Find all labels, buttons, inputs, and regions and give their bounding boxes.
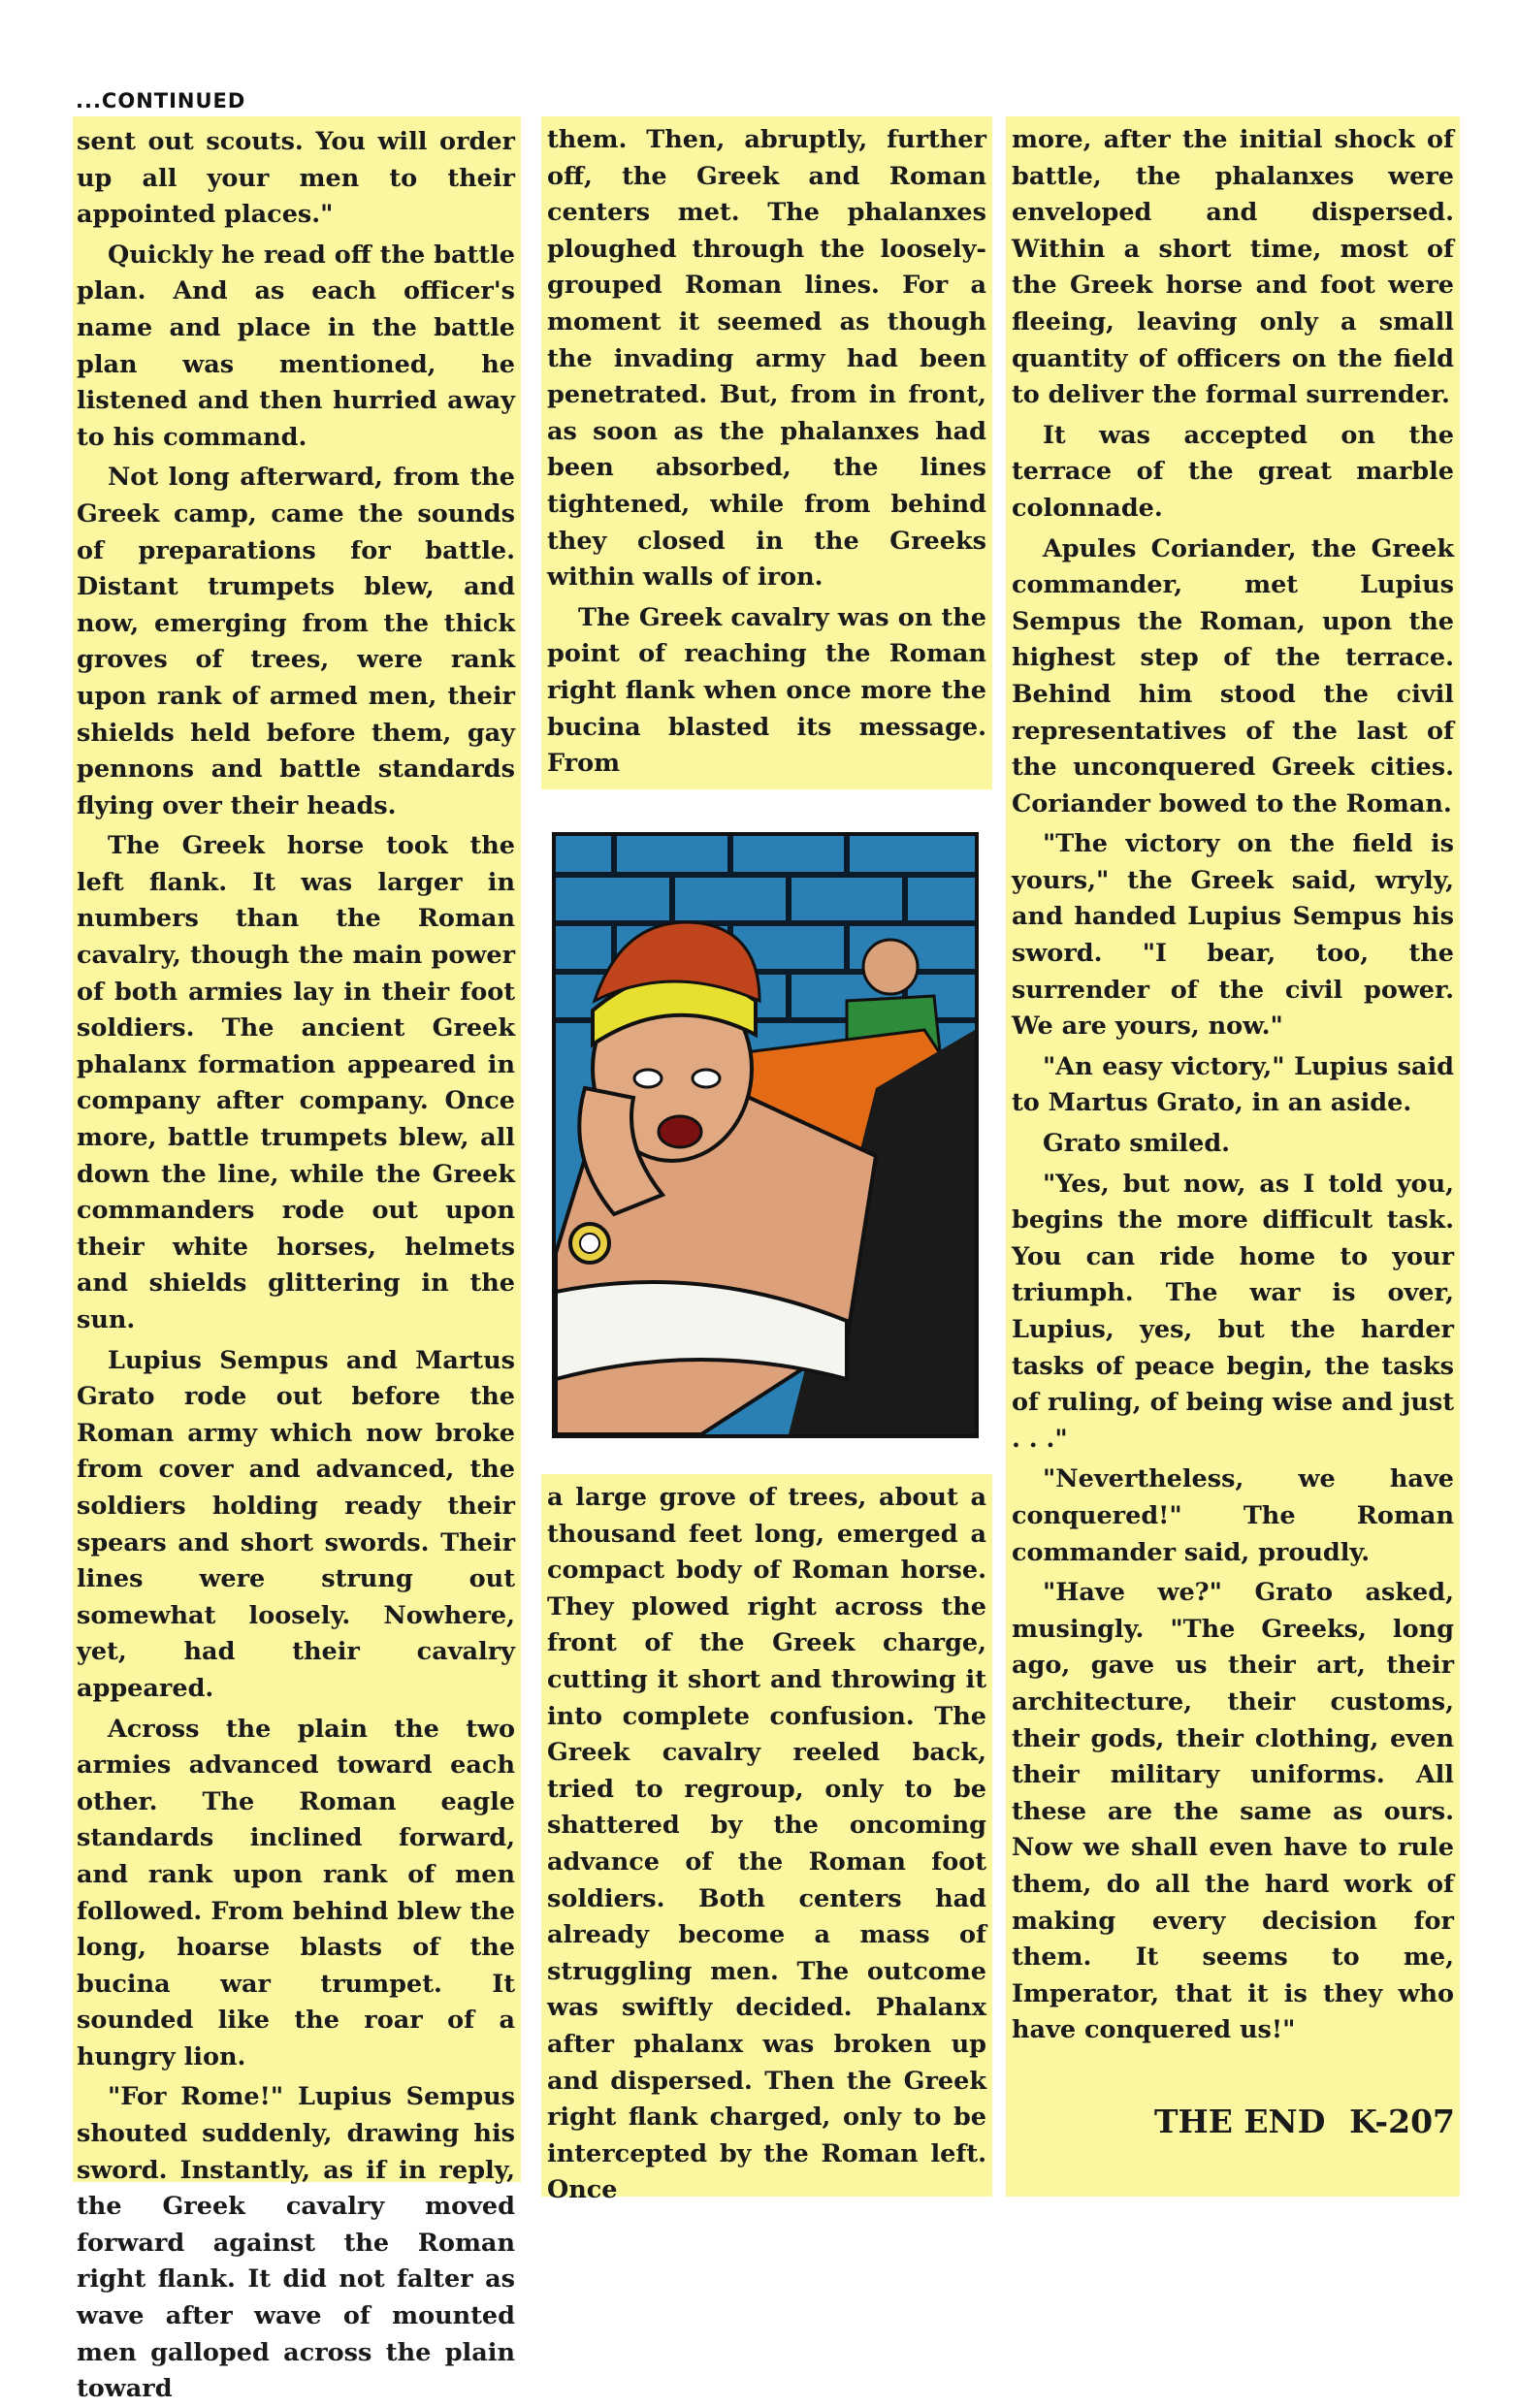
paragraph: more, after the initial shock of battle, the phalanxes were enveloped and dispersed. Within a short time, most of the Greek horse and foot were fleeing, leaving only a small quantity of officers on the field to deliver the formal surrender. bbox=[1012, 125, 1454, 410]
paragraph: "Nevertheless, we have conquered!" The Roman commander said, proudly. bbox=[1012, 1464, 1454, 1567]
paragraph: The Greek cavalry was on the point of reaching the Roman right flank when once more the bucina blasted its message. From bbox=[547, 602, 986, 779]
paragraph: Not long afterward, from the Greek camp, came the sounds of preparations for battle. Distant trumpets blew, and now, emerging from the thick groves of trees, were rank upon rank of armed men, their shields held before them, gay pennons and battle standards flying over their heads. bbox=[77, 463, 515, 820]
paragraph: "Have we?" Grato asked, musingly. "The Greeks, long ago, gave us their art, their architecture, their customs, their gods, their clothing, even their military uniforms. All these are the same as ours. Now we shall even have to rule them, do all the hard work of making every decision for them. It seems to me, Imperator, that it is they who have conquered us!" bbox=[1012, 1578, 1454, 2045]
page-code: K-207 bbox=[1349, 2103, 1455, 2140]
paragraph: It was accepted on the terrace of the great marble colonnade. bbox=[1012, 420, 1454, 523]
paragraph: "Yes, but now, as I told you, begins the more difficult task. You can ride home to your triumph. The war is over, Lupius, yes, but the harder tasks of peace begin, the tasks of ruling, of being wise and just . . ." bbox=[1012, 1169, 1454, 1454]
paragraph: Across the plain the two armies advanced toward each other. The Roman eagle standards inclined forward, and rank upon rank of men followed. From behind blew the long, hoarse blasts of the bucina war trumpet. It sounded like the roar of a hungry lion. bbox=[77, 1714, 515, 2071]
continued-label: ...CONTINUED bbox=[76, 89, 246, 112]
paragraph: sent out scouts. You will order up all your men to their appointed places." bbox=[77, 127, 515, 230]
text-column-right bbox=[1006, 116, 1460, 2197]
text-column-middle-top bbox=[541, 116, 992, 789]
paragraph: them. Then, abruptly, further off, the Greek and Roman centers met. The phalanxes ploughed through the loosely-grouped Roman lines. For a moment it seemed as though the invading army had been penetrated. But, from in front, as soon as the phalanxes had been absorbed, the lines tightened, while from behind they closed in the Greeks within walls of iron. bbox=[547, 125, 986, 593]
paragraph: Grato smiled. bbox=[1043, 1129, 1231, 1159]
page-footer bbox=[1154, 2103, 1455, 2140]
illustration-panel bbox=[552, 832, 979, 1438]
text-column-left bbox=[73, 116, 521, 2404]
paragraph: Apules Coriander, the Greek commander, met Lupius Sempus the Roman, upon the highest step of the terrace. Behind him stood the civil representatives of the last of the unconquered Greek cities. Coriander bowed to the Roman. bbox=[1012, 533, 1454, 819]
roman-soldier-illustration bbox=[556, 836, 975, 1434]
text-column-middle-bottom bbox=[541, 1474, 992, 2205]
paragraph: Quickly he read off the battle plan. And as each officer's name and place in the battle plan was mentioned, he listened and then hurried away to his command. bbox=[77, 240, 515, 452]
paragraph: Lupius Sempus and Martus Grato rode out before the Roman army which now broke from cover and advanced, the soldiers holding ready their spears and short swords. Their lines were strung out somewhat loosely. Nowhere, yet, had their cavalry appeared. bbox=[77, 1345, 515, 1703]
the-end-label: THE END bbox=[1154, 2103, 1326, 2140]
paragraph: "The victory on the field is yours," the Greek said, wryly, and handed Lupius Sempus his sword. "I bear, too, the surrender of the civil power. We are yours, now." bbox=[1012, 829, 1454, 1042]
paragraph: a large grove of trees, about a thousand feet long, emerged a compact body of Roman horse. They plowed right across the front of the Greek charge, cutting it short and throwing it into complete confusion. The Greek cavalry reeled back, tried to regroup, only to be shattered by the oncoming advance of the Roman foot soldiers. Both centers had already become a mass of struggling men. The outcome was swiftly decided. Phalanx after phalanx was broken up and dispersed. Then the Greek right flank charged, only to be intercepted by the Roman left. Once bbox=[547, 1483, 986, 2205]
paragraph: "For Rome!" Lupius Sempus shouted suddenly, drawing his sword. Instantly, as if in reply, the Greek cavalry moved forward against the Roman right flank. It did not falter as wave after wave of mounted men galloped across the plain toward bbox=[77, 2082, 515, 2404]
paragraph: The Greek horse took the left flank. It was larger in numbers than the Roman cavalry, though the main power of both armies lay in their foot soldiers. The ancient Greek phalanx formation appeared in company after company. Once more, battle trumpets blew, all down the line, while the Greek commanders rode out upon their white horses, helmets and shields glittering in the sun. bbox=[77, 831, 515, 1334]
paragraph: "An easy victory," Lupius said to Martus Grato, in an aside. bbox=[1012, 1051, 1454, 1118]
